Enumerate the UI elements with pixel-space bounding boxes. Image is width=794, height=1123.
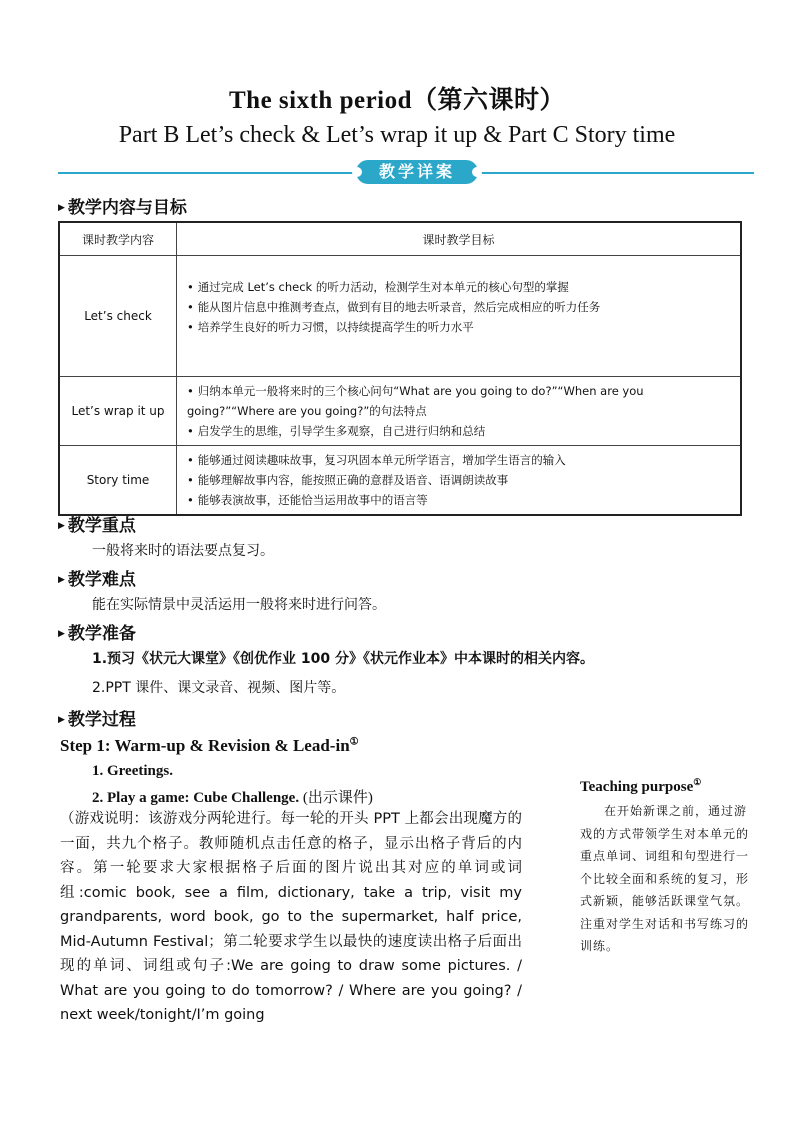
section-heading-preparation: ▶ 教学准备	[58, 624, 136, 644]
section-heading-process: ▶ 教学过程	[58, 710, 136, 730]
triangle-bullet-icon: ▶	[58, 715, 65, 725]
goals-table	[58, 221, 742, 516]
triangle-bullet-icon: ▶	[58, 521, 65, 531]
footnote-mark: ①	[693, 777, 702, 787]
teaching-purpose-title: Teaching purpose①	[580, 777, 702, 795]
table-header-content: 课时教学内容	[59, 222, 177, 256]
table-header-row	[59, 222, 741, 256]
section-heading-content-goals: ▶ 教学内容与目标	[58, 198, 187, 218]
game-description: （游戏说明：该游戏分两轮进行。每一轮的开头 PPT 上都会出现魔方的一面，共九个格子。教师随机点击任意的格子，显示出格子背后的内容。第一轮要求大家根据格子后面的图片说出其对应的单词或词组:comic book, see a film, dictionary, take a trip, visit my grandparents, word book, go to the supermarket, half price, Mid-Autumn Festival；第二轮要求学生以最快的速度读出格子后面出现的单词、词组或句子:We are going to draw some pictures. / What are you going to do tomorrow? / Where are you going? / next week/tonight/I’m going	[60, 811, 522, 1023]
section-heading-difficulties: ▶ 教学难点	[58, 570, 136, 590]
goal-item: • 能够理解故事内容，能按照正确的意群及语音、语调朗读故事	[187, 473, 509, 487]
teaching-purpose-text: 在开始新课之前，通过游戏的方式带领学生对本单元的重点单词、词组和句型进行一个比较全面和系统的复习，形式新颖，能够活跃课堂气氛。 注重对学生对话和书写练习的训练。	[580, 804, 750, 953]
triangle-bullet-icon: ▶	[58, 575, 65, 585]
table-row	[59, 377, 741, 446]
table-cell-content: Let’s wrap it up	[59, 377, 177, 446]
triangle-bullet-icon: ▶	[58, 203, 65, 213]
goal-item: • 归纳本单元一般将来时的三个核心问句“What are you going to do?”“When are you going?”“Where are you going?”的句法特点	[187, 384, 644, 418]
table-cell-goals	[177, 256, 742, 377]
table-row	[59, 256, 741, 377]
step-1-title: Step 1: Warm-up & Revision & Lead-in①	[60, 736, 359, 755]
banner-line-right	[476, 172, 754, 174]
page-title: The sixth period（第六课时）	[228, 87, 566, 114]
banner-line-left	[58, 172, 358, 174]
section-heading-key-points: ▶ 教学重点	[58, 516, 136, 536]
triangle-bullet-icon: ▶	[58, 629, 65, 639]
goal-item: • 能够通过阅读趣味故事，复习巩固本单元所学语言，增加学生语言的输入	[187, 453, 566, 467]
footnote-mark: ①	[349, 736, 359, 748]
preparation-item-2: 2.PPT 课件、课文录音、视频、图片等。	[92, 680, 346, 696]
goal-item: • 培养学生良好的听力习惯，以持续提高学生的听力水平	[187, 320, 474, 334]
preparation-item-1: 1.预习《状元大课堂》《创优作业 100 分》《状元作业本》中本课时的相关内容。	[92, 651, 595, 667]
banner-label: 教学详案	[356, 160, 478, 184]
goal-item: • 能从图片信息中推测考查点，做到有目的地去听录音，然后完成相应的听力任务	[187, 300, 601, 314]
difficulties-text: 能在实际情景中灵活运用一般将来时进行问答。	[92, 597, 386, 613]
table-cell-goals	[177, 377, 742, 446]
key-points-text: 一般将来时的语法要点复习。	[92, 543, 274, 559]
goal-item: • 能够表演故事，还能恰当运用故事中的语言等	[187, 493, 428, 507]
goal-item: • 启发学生的思维，引导学生多观察，自己进行归纳和总结	[187, 424, 486, 438]
step-1-item-1: 1. Greetings.	[92, 763, 173, 779]
table-row	[59, 446, 741, 516]
table-cell-content: Story time	[59, 446, 177, 516]
table-cell-content: Let’s check	[59, 256, 177, 377]
page-subtitle: Part B Let’s check & Let’s wrap it up & Part C Story time	[118, 122, 676, 148]
step-1-item-2: 2. Play a game: Cube Challenge. (出示课件)	[92, 790, 373, 806]
table-cell-goals	[177, 446, 742, 516]
goal-item: • 通过完成 Let’s check 的听力活动，检测学生对本单元的核心句型的掌握	[187, 280, 569, 294]
table-header-goals: 课时教学目标	[177, 222, 742, 256]
